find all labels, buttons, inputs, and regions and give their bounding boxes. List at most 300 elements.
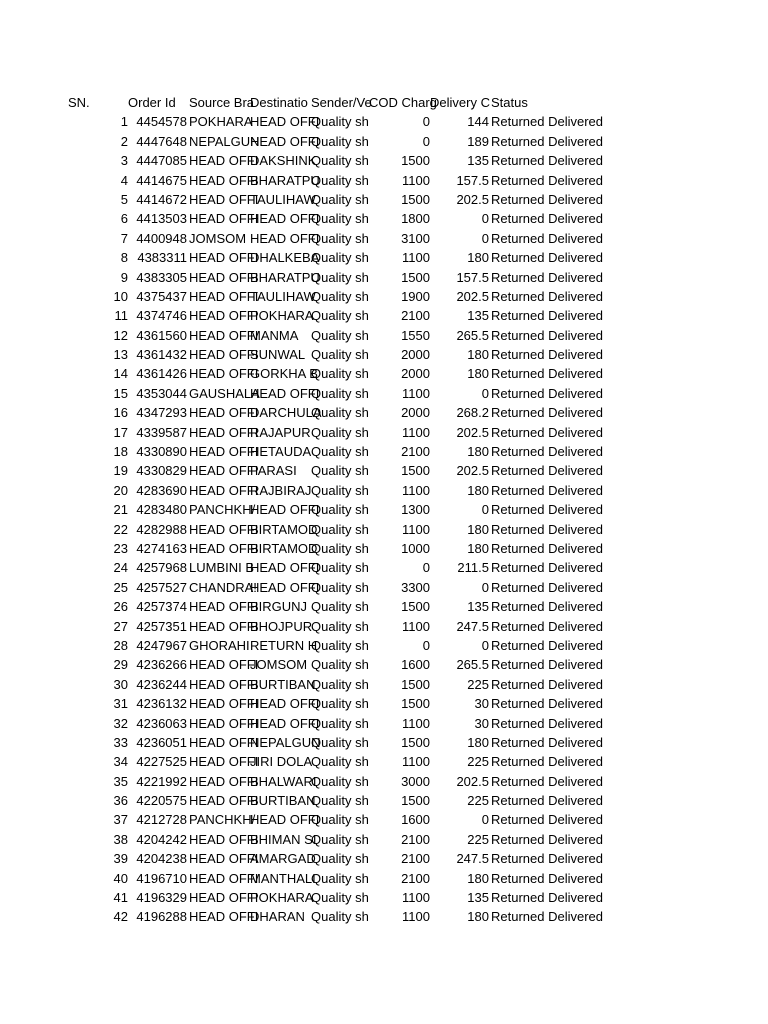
table-row: [0, 209, 768, 228]
cell-status: Returned Delivered: [491, 385, 604, 401]
cell-cod: 3000: [401, 773, 430, 789]
cell-sender: Quality sh: [311, 812, 369, 828]
cell-destination: JIRI DOLA: [250, 754, 313, 770]
cell-status: Returned Delivered: [491, 502, 604, 518]
cell-order-id: 4221992: [136, 773, 187, 789]
cell-delivery: 0: [481, 637, 489, 653]
cell-sn: 42: [113, 909, 128, 925]
cell-sender: Quality sh: [311, 405, 369, 421]
cell-sender: Quality sh: [311, 715, 369, 731]
header-status: Status: [491, 95, 528, 110]
table-row: [0, 752, 768, 771]
cell-order-id: 4204242: [136, 831, 187, 847]
cell-cod: 2000: [401, 405, 430, 421]
cell-sn: 28: [113, 637, 128, 653]
cell-sender: Quality sh: [311, 793, 369, 809]
cell-cod: 1500: [401, 696, 430, 712]
header-row: [0, 93, 768, 112]
cell-status: Returned Delivered: [491, 191, 604, 207]
cell-sender: Quality sh: [311, 696, 369, 712]
cell-source: HEAD OFFI: [189, 191, 259, 207]
cell-cod: 0: [422, 560, 430, 576]
cell-cod: 1100: [402, 521, 430, 537]
cell-status: Returned Delivered: [491, 482, 604, 498]
cell-order-id: 4383305: [136, 269, 187, 285]
cell-sn: 39: [113, 851, 128, 867]
cell-sn: 2: [120, 133, 128, 149]
cell-delivery: 157.5: [456, 172, 489, 188]
cell-source: HEAD OFFI: [189, 327, 259, 343]
cell-delivery: 180: [467, 734, 489, 750]
cell-source: NEPALGUN: [189, 133, 260, 149]
cell-sender: Quality sh: [311, 870, 369, 886]
cell-sn: 37: [113, 812, 128, 828]
cell-sender: Quality sh: [311, 191, 369, 207]
cell-delivery: 135: [467, 153, 489, 169]
cell-delivery: 247.5: [456, 851, 489, 867]
cell-order-id: 4257527: [136, 579, 187, 595]
cell-sender: Quality sh: [311, 250, 369, 266]
cell-delivery: 0: [481, 211, 489, 227]
cell-cod: 1900: [401, 288, 430, 304]
cell-delivery: 0: [481, 812, 489, 828]
cell-order-id: 4257968: [136, 560, 187, 576]
cell-sender: Quality sh: [311, 637, 369, 653]
cell-sender: Quality sh: [311, 890, 369, 906]
cell-destination: HEAD OFFI: [250, 211, 320, 227]
cell-sn: 19: [113, 463, 128, 479]
table-row: [0, 597, 768, 616]
cell-status: Returned Delivered: [491, 153, 604, 169]
table-row: [0, 287, 768, 306]
cell-order-id: 4361560: [136, 327, 187, 343]
cell-status: Returned Delivered: [491, 773, 604, 789]
cell-status: Returned Delivered: [491, 250, 604, 266]
cell-sn: 30: [113, 676, 128, 692]
cell-cod: 1100: [402, 424, 430, 440]
table-row: [0, 733, 768, 752]
cell-sn: 5: [120, 191, 128, 207]
cell-delivery: 247.5: [456, 618, 489, 634]
cell-sender: Quality sh: [311, 851, 369, 867]
cell-delivery: 144: [467, 114, 489, 130]
cell-cod: 3100: [401, 230, 430, 246]
cell-status: Returned Delivered: [491, 405, 604, 421]
table-row: [0, 558, 768, 577]
cell-sender: Quality sh: [311, 327, 369, 343]
cell-status: Returned Delivered: [491, 288, 604, 304]
cell-destination: AMARGAD: [250, 851, 316, 867]
cell-source: HEAD OFFI: [189, 793, 259, 809]
cell-cod: 2100: [401, 444, 430, 460]
cell-delivery: 30: [474, 696, 489, 712]
cell-status: Returned Delivered: [491, 909, 604, 925]
cell-status: Returned Delivered: [491, 579, 604, 595]
cell-sn: 12: [113, 327, 128, 343]
cell-sn: 16: [113, 405, 128, 421]
cell-sn: 35: [113, 773, 128, 789]
table-row: [0, 151, 768, 170]
cell-sender: Quality sh: [311, 347, 369, 363]
table-row: [0, 539, 768, 558]
cell-sn: 23: [113, 540, 128, 556]
cell-sn: 20: [113, 482, 128, 498]
table-row: [0, 268, 768, 287]
cell-status: Returned Delivered: [491, 172, 604, 188]
table-row: [0, 675, 768, 694]
cell-delivery: 0: [481, 502, 489, 518]
cell-source: CHANDRA!: [189, 579, 257, 595]
table-row: [0, 326, 768, 345]
cell-sender: Quality sh: [311, 288, 369, 304]
header-cod: COD Charg: [369, 95, 437, 110]
cell-status: Returned Delivered: [491, 851, 604, 867]
cell-cod: 2000: [401, 347, 430, 363]
cell-source: HEAD OFFI: [189, 308, 259, 324]
cell-order-id: 4283480: [136, 502, 187, 518]
cell-sender: Quality sh: [311, 502, 369, 518]
cell-destination: RAJBIRAJ: [250, 482, 312, 498]
table-body: [0, 112, 768, 926]
table-row: [0, 888, 768, 907]
cell-sn: 11: [114, 308, 128, 324]
cell-order-id: 4447085: [136, 153, 187, 169]
table-row: [0, 714, 768, 733]
cell-sender: Quality sh: [311, 385, 369, 401]
table-row: [0, 461, 768, 480]
cell-cod: 2100: [401, 851, 430, 867]
cell-cod: 2100: [401, 308, 430, 324]
cell-delivery: 0: [481, 385, 489, 401]
cell-delivery: 202.5: [456, 288, 489, 304]
cell-source: HEAD OFFI: [189, 599, 259, 615]
cell-source: JOMSOM: [189, 230, 247, 246]
cell-destination: HEAD OFFI: [250, 560, 320, 576]
cell-destination: HEAD OFFI: [250, 579, 320, 595]
cell-cod: 1500: [401, 676, 430, 692]
cell-destination: TAULIHAW: [250, 288, 316, 304]
cell-sn: 10: [113, 288, 128, 304]
cell-cod: 0: [422, 114, 430, 130]
cell-order-id: 4236051: [136, 734, 187, 750]
cell-sn: 32: [113, 715, 128, 731]
table-row: [0, 364, 768, 383]
header-source: Source Bra: [189, 95, 255, 110]
cell-delivery: 265.5: [456, 327, 489, 343]
cell-sender: Quality sh: [311, 211, 369, 227]
cell-status: Returned Delivered: [491, 890, 604, 906]
cell-status: Returned Delivered: [491, 754, 604, 770]
cell-order-id: 4282988: [136, 521, 187, 537]
table-row: [0, 907, 768, 926]
cell-order-id: 4257351: [136, 618, 187, 634]
table-row: [0, 171, 768, 190]
header-destination: Destinatio: [250, 95, 308, 110]
cell-delivery: 180: [467, 347, 489, 363]
table-row: [0, 791, 768, 810]
cell-order-id: 4196288: [136, 909, 187, 925]
cell-cod: 1500: [401, 191, 430, 207]
cell-destination: HEAD OFFI: [250, 133, 320, 149]
table-row: [0, 384, 768, 403]
cell-destination: DHARAN: [250, 909, 305, 925]
cell-sn: 8: [120, 250, 128, 266]
cell-delivery: 211.5: [457, 560, 489, 576]
cell-sender: Quality sh: [311, 618, 369, 634]
table-row: [0, 520, 768, 539]
cell-order-id: 4204238: [136, 851, 187, 867]
cell-order-id: 4236132: [136, 696, 187, 712]
table-row: [0, 345, 768, 364]
cell-order-id: 4375437: [136, 288, 187, 304]
cell-cod: 1500: [401, 599, 430, 615]
cell-order-id: 4196329: [136, 890, 187, 906]
cell-sender: Quality sh: [311, 482, 369, 498]
cell-order-id: 4374746: [136, 308, 187, 324]
cell-status: Returned Delivered: [491, 133, 604, 149]
table-row: [0, 617, 768, 636]
cell-sn: 41: [113, 890, 128, 906]
cell-cod: 2000: [401, 366, 430, 382]
cell-sender: Quality sh: [311, 540, 369, 556]
cell-source: GHORAHI: [189, 637, 250, 653]
cell-delivery: 202.5: [456, 191, 489, 207]
cell-sender: Quality sh: [311, 230, 369, 246]
cell-source: HEAD OFFI: [189, 172, 259, 188]
cell-status: Returned Delivered: [491, 812, 604, 828]
header-order-id: Order Id: [128, 95, 176, 110]
cell-sn: 6: [120, 211, 128, 227]
cell-delivery: 268.2: [456, 405, 489, 421]
cell-cod: 1500: [401, 153, 430, 169]
cell-destination: BIRGUNJ: [250, 599, 308, 615]
cell-destination: NEPALGUN: [250, 734, 321, 750]
cell-source: HEAD OFFI: [189, 734, 259, 750]
cell-order-id: 4353044: [136, 385, 187, 401]
cell-status: Returned Delivered: [491, 657, 604, 673]
table-row: [0, 423, 768, 442]
cell-sender: Quality sh: [311, 463, 369, 479]
cell-cod: 1500: [401, 463, 430, 479]
cell-source: HEAD OFFI: [189, 521, 259, 537]
cell-cod: 1550: [401, 327, 430, 343]
cell-delivery: 0: [481, 579, 489, 595]
table-row: [0, 306, 768, 325]
cell-source: HEAD OFFI: [189, 250, 259, 266]
cell-destination: DARCHULA: [250, 405, 322, 421]
cell-order-id: 4383311: [137, 250, 187, 266]
cell-sender: Quality sh: [311, 831, 369, 847]
cell-source: HEAD OFFI: [189, 773, 259, 789]
cell-destination: DAKSHINK: [250, 153, 317, 169]
cell-status: Returned Delivered: [491, 230, 604, 246]
cell-order-id: 4196710: [136, 870, 187, 886]
cell-order-id: 4227525: [136, 754, 187, 770]
cell-source: HEAD OFFI: [189, 424, 259, 440]
cell-delivery: 157.5: [456, 269, 489, 285]
cell-source: HEAD OFFI: [189, 676, 259, 692]
cell-sn: 25: [113, 579, 128, 595]
cell-source: HEAD OFFI: [189, 696, 259, 712]
cell-source: HEAD OFFI: [189, 831, 259, 847]
header-sn: SN.: [68, 95, 90, 110]
cell-sender: Quality sh: [311, 444, 369, 460]
cell-delivery: 180: [467, 482, 489, 498]
cell-order-id: 4339587: [136, 424, 187, 440]
cell-source: HEAD OFFI: [189, 444, 259, 460]
cell-destination: HEAD OFFI: [250, 114, 320, 130]
cell-destination: BIRTAMOD: [250, 540, 318, 556]
cell-sn: 13: [113, 347, 128, 363]
cell-status: Returned Delivered: [491, 347, 604, 363]
cell-source: HEAD OFFI: [189, 482, 259, 498]
cell-destination: HEAD OFFI: [250, 502, 320, 518]
cell-cod: 2100: [401, 870, 430, 886]
table-row: [0, 229, 768, 248]
cell-status: Returned Delivered: [491, 831, 604, 847]
cell-delivery: 225: [467, 831, 489, 847]
cell-cod: 1100: [402, 909, 430, 925]
cell-destination: RETURN H: [250, 637, 318, 653]
cell-destination: HETAUDA: [250, 444, 312, 460]
table-row: [0, 578, 768, 597]
cell-source: HEAD OFFI: [189, 657, 259, 673]
cell-destination: RAJAPUR: [250, 424, 311, 440]
cell-destination: HEAD OFFI: [250, 230, 320, 246]
cell-source: HEAD OFFI: [189, 153, 259, 169]
cell-source: HEAD OFFI: [189, 269, 259, 285]
cell-order-id: 4212728: [136, 812, 187, 828]
cell-destination: HEAD OFFI: [250, 812, 320, 828]
table-row: [0, 112, 768, 131]
table-row: [0, 655, 768, 674]
cell-sn: 14: [113, 366, 128, 382]
cell-delivery: 225: [467, 676, 489, 692]
table-row: [0, 830, 768, 849]
cell-cod: 1600: [401, 657, 430, 673]
cell-sender: Quality sh: [311, 599, 369, 615]
cell-source: HEAD OFFI: [189, 366, 259, 382]
cell-delivery: 135: [467, 890, 489, 906]
cell-sn: 40: [113, 870, 128, 886]
cell-sender: Quality sh: [311, 657, 369, 673]
cell-source: HEAD OFFI: [189, 909, 259, 925]
cell-order-id: 4414675: [136, 172, 187, 188]
cell-sender: Quality sh: [311, 734, 369, 750]
cell-status: Returned Delivered: [491, 715, 604, 731]
cell-sn: 33: [113, 734, 128, 750]
table-row: [0, 869, 768, 888]
cell-source: HEAD OFFI: [189, 754, 259, 770]
cell-order-id: 4274163: [136, 540, 187, 556]
cell-order-id: 4257374: [136, 599, 187, 615]
cell-order-id: 4236266: [136, 657, 187, 673]
cell-source: POKHARA: [189, 114, 253, 130]
cell-sn: 17: [113, 424, 128, 440]
cell-order-id: 4347293: [136, 405, 187, 421]
cell-order-id: 4414672: [136, 191, 187, 207]
cell-cod: 1100: [402, 754, 430, 770]
cell-sn: 26: [113, 599, 128, 615]
cell-source: HEAD OFFI: [189, 870, 259, 886]
cell-sn: 22: [113, 521, 128, 537]
cell-status: Returned Delivered: [491, 327, 604, 343]
cell-source: HEAD OFFI: [189, 715, 259, 731]
cell-delivery: 0: [481, 230, 489, 246]
cell-delivery: 135: [467, 308, 489, 324]
cell-sender: Quality sh: [311, 133, 369, 149]
cell-delivery: 30: [474, 715, 489, 731]
cell-status: Returned Delivered: [491, 599, 604, 615]
cell-status: Returned Delivered: [491, 618, 604, 634]
cell-delivery: 225: [467, 793, 489, 809]
cell-delivery: 180: [467, 366, 489, 382]
cell-cod: 1000: [401, 540, 430, 556]
cell-status: Returned Delivered: [491, 696, 604, 712]
cell-sender: Quality sh: [311, 153, 369, 169]
cell-delivery: 202.5: [456, 773, 489, 789]
cell-cod: 2100: [401, 831, 430, 847]
cell-order-id: 4220575: [136, 793, 187, 809]
cell-source: HEAD OFFI: [189, 890, 259, 906]
cell-source: GAUSHALA: [189, 385, 260, 401]
table-row: [0, 500, 768, 519]
cell-destination: HEAD OFFI: [250, 385, 320, 401]
cell-sender: Quality sh: [311, 366, 369, 382]
cell-source: HEAD OFFI: [189, 211, 259, 227]
cell-cod: 1100: [402, 890, 430, 906]
table-row: [0, 190, 768, 209]
cell-sn: 4: [120, 172, 128, 188]
cell-cod: 1100: [402, 172, 430, 188]
cell-sender: Quality sh: [311, 909, 369, 925]
cell-destination: PARASI: [250, 463, 297, 479]
cell-order-id: 4330890: [136, 444, 187, 460]
cell-status: Returned Delivered: [491, 114, 604, 130]
cell-sender: Quality sh: [311, 308, 369, 324]
cell-sender: Quality sh: [311, 560, 369, 576]
cell-delivery: 180: [467, 444, 489, 460]
cell-sn: 34: [113, 754, 128, 770]
orders-sheet: [0, 93, 768, 927]
cell-status: Returned Delivered: [491, 793, 604, 809]
cell-delivery: 265.5: [456, 657, 489, 673]
header-sender: Sender/Ve: [311, 95, 372, 110]
cell-cod: 0: [422, 637, 430, 653]
cell-destination: TAULIHAW: [250, 191, 316, 207]
cell-delivery: 225: [467, 754, 489, 770]
table-row: [0, 132, 768, 151]
table-row: [0, 636, 768, 655]
cell-order-id: 4236063: [136, 715, 187, 731]
cell-status: Returned Delivered: [491, 637, 604, 653]
cell-destination: BURTIBAN: [250, 793, 316, 809]
cell-sn: 31: [113, 696, 128, 712]
cell-delivery: 180: [467, 521, 489, 537]
cell-order-id: 4447648: [136, 133, 187, 149]
cell-sn: 24: [113, 560, 128, 576]
cell-destination: DHALKEBA: [250, 250, 320, 266]
cell-sender: Quality sh: [311, 521, 369, 537]
cell-order-id: 4330829: [136, 463, 187, 479]
cell-sn: 9: [120, 269, 128, 285]
cell-sn: 36: [113, 793, 128, 809]
cell-destination: JOMSOM: [250, 657, 308, 673]
cell-sender: Quality sh: [311, 579, 369, 595]
cell-destination: BHALWARI: [250, 773, 317, 789]
cell-delivery: 202.5: [456, 424, 489, 440]
cell-delivery: 189: [467, 133, 489, 149]
